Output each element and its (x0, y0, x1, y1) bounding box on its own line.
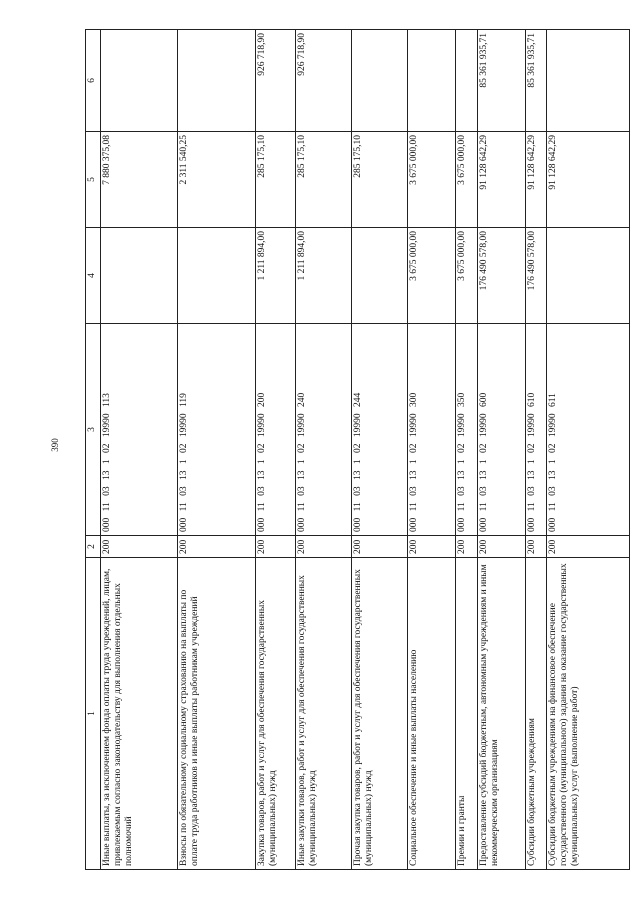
row-grbs: 200 (255, 536, 295, 558)
row-col6 (456, 30, 477, 132)
header-cell: 2 (86, 536, 101, 558)
row-code: 000 11 03 13 1 02 19990 610 (525, 324, 546, 536)
page-number: 390 (49, 438, 60, 452)
header-cell: 3 (86, 324, 101, 536)
row-col5: 91 128 642,29 (525, 132, 546, 228)
row-col6 (352, 30, 408, 132)
row-code: 000 11 03 13 1 02 19990 119 (178, 324, 255, 536)
row-grbs: 200 (296, 536, 352, 558)
header-cell: 6 (86, 30, 101, 132)
row-code: 000 11 03 13 1 02 19990 240 (296, 324, 352, 536)
table-row (456, 30, 477, 870)
row-col6: 926 718,90 (255, 30, 295, 132)
row-description: Закупка товаров, работ и услуг для обеспечения государственных (муниципальных) нужд (255, 558, 295, 870)
row-grbs: 200 (352, 536, 408, 558)
row-description: Премии и гранты (456, 558, 477, 870)
row-col4: 176 490 578,00 (477, 228, 525, 324)
row-grbs: 200 (101, 536, 178, 558)
row-code: 000 11 03 13 1 02 19990 244 (352, 324, 408, 536)
table-row (525, 30, 546, 870)
row-code: 000 11 03 13 1 02 19990 350 (456, 324, 477, 536)
table-row (547, 30, 630, 870)
header-cell: 5 (86, 132, 101, 228)
row-col4: 3 675 000,00 (408, 228, 456, 324)
row-description: Субсидии бюджетным учреждениям на финансовое обеспечение государственного (муниципального) задания на оказание государственных (муниципальных) услуг (выполнение работ) (547, 558, 630, 870)
row-col6: 85 361 935,71 (525, 30, 546, 132)
row-col5: 91 128 642,29 (547, 132, 630, 228)
row-col4 (547, 228, 630, 324)
row-col4: 176 490 578,00 (525, 228, 546, 324)
table-row (477, 30, 525, 870)
table-row (178, 30, 255, 870)
row-col4: 1 211 894,00 (296, 228, 352, 324)
row-col4: 3 675 000,00 (456, 228, 477, 324)
row-col4: 1 211 894,00 (255, 228, 295, 324)
table-row (255, 30, 295, 870)
row-grbs: 200 (456, 536, 477, 558)
row-col5: 3 675 000,00 (456, 132, 477, 228)
budget-table (85, 29, 630, 870)
row-col5: 285 175,10 (352, 132, 408, 228)
row-col5: 285 175,10 (255, 132, 295, 228)
row-grbs: 200 (525, 536, 546, 558)
row-description: Взносы по обязательному социальному страхованию на выплаты по оплате труда работников и иные выплаты работникам учреждений (178, 558, 255, 870)
row-description: Субсидии бюджетным учреждениям (525, 558, 546, 870)
header-row (86, 30, 101, 870)
row-code: 000 11 03 13 1 02 19990 200 (255, 324, 295, 536)
row-col6 (178, 30, 255, 132)
row-description: Иные закупки товаров, работ и услуг для обеспечения государственных (муниципальных) нужд (296, 558, 352, 870)
row-col6 (101, 30, 178, 132)
table-row (408, 30, 456, 870)
table-row (296, 30, 352, 870)
row-col6 (408, 30, 456, 132)
rotated-page (85, 30, 630, 870)
row-col5: 91 128 642,29 (477, 132, 525, 228)
table-row (352, 30, 408, 870)
row-col4 (101, 228, 178, 324)
row-description: Предоставление субсидий бюджетным, автономным учреждениям и иным некоммерческим организациям (477, 558, 525, 870)
header-cell: 4 (86, 228, 101, 324)
row-grbs: 200 (547, 536, 630, 558)
row-code: 000 11 03 13 1 02 19990 300 (408, 324, 456, 536)
row-col6: 85 361 935,71 (477, 30, 525, 132)
row-description: Иные выплаты, за исключением фонда оплаты труда учреждений, лицам, привлекаемым согласно законодательству для выполнения отдельных полномочий (101, 558, 178, 870)
row-code: 000 11 03 13 1 02 19990 113 (101, 324, 178, 536)
row-description: Прочая закупка товаров, работ и услуг для обеспечения государственных (муниципальных) нужд (352, 558, 408, 870)
table-row (101, 30, 178, 870)
row-col5: 2 311 540,25 (178, 132, 255, 228)
row-col6: 926 718,90 (296, 30, 352, 132)
row-col4 (178, 228, 255, 324)
row-code: 000 11 03 13 1 02 19990 611 (547, 324, 630, 536)
header-cell: 1 (86, 558, 101, 870)
row-grbs: 200 (178, 536, 255, 558)
row-col6 (547, 30, 630, 132)
row-col5: 7 880 375,08 (101, 132, 178, 228)
row-code: 000 11 03 13 1 02 19990 600 (477, 324, 525, 536)
row-col4 (352, 228, 408, 324)
row-description: Социальное обеспечение и иные выплаты населению (408, 558, 456, 870)
row-col5: 285 175,10 (296, 132, 352, 228)
row-col5: 3 675 000,00 (408, 132, 456, 228)
row-grbs: 200 (477, 536, 525, 558)
row-grbs: 200 (408, 536, 456, 558)
